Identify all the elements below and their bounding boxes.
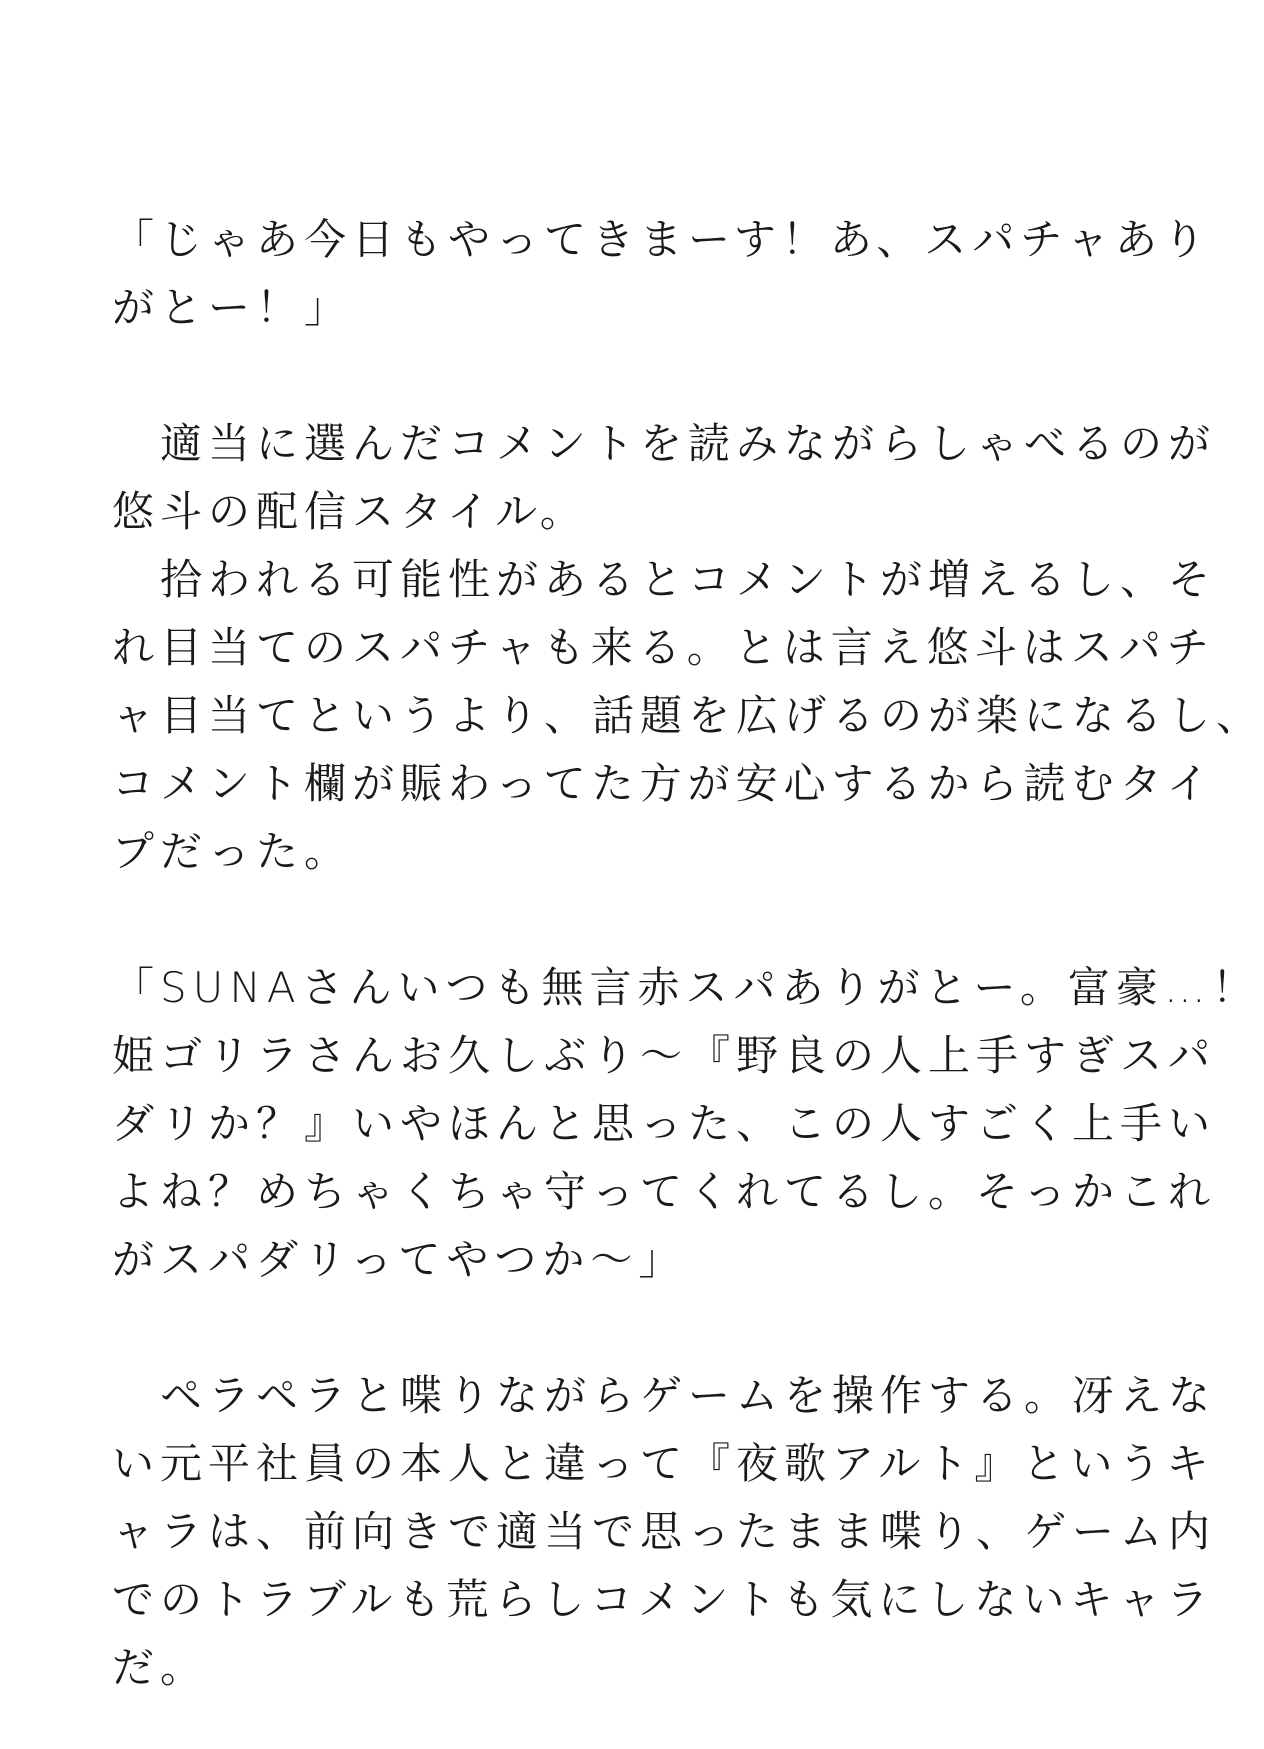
- text-line: だ。: [112, 1643, 209, 1692]
- novel-text-body: [112, 206, 1264, 1702]
- text-line: 拾われる可能性があるとコメントが増えるし、そ: [112, 555, 1217, 604]
- paragraph-gap: [112, 1294, 1132, 1362]
- text-line: ャ目当てというより、話題を広げるのが楽になるし、: [112, 691, 1264, 740]
- text-line: コメント欄が賑わってた方が安心するから読むタイ: [112, 759, 1215, 808]
- paragraph-gap: [112, 886, 1132, 954]
- text-line: よね？めちゃくちゃ守ってくれてるし。そっかこれ: [112, 1167, 1217, 1216]
- text-line: でのトラブルも荒らしコメントも気にしないキャラ: [112, 1575, 1215, 1624]
- text-line: がとー！」: [112, 283, 353, 332]
- text-line: れ目当てのスパチャも来る。とは言え悠斗はスパチ: [112, 623, 1215, 672]
- text-line: 悠斗の配信スタイル。: [112, 487, 588, 536]
- text-line: プだった。: [112, 827, 353, 876]
- paragraph-gap: [112, 342, 1132, 410]
- text-line: い元平社員の本人と違って『夜歌アルト』というキ: [112, 1439, 1215, 1488]
- text-line: 「じゃあ今日もやってきまーす！あ、スパチャあり: [112, 215, 1211, 264]
- text-line: ャラは、前向きで適当で思ったまま喋り、ゲーム内: [112, 1507, 1217, 1556]
- text-line: 姫ゴリラさんお久しぶり～『野良の人上手すぎスパ: [112, 1031, 1217, 1080]
- text-line: 「SUNAさんいつも無言赤スパありがとー。富豪…！: [112, 963, 1260, 1012]
- text-line: ダリか？』いやほんと思った、この人すごく上手い: [112, 1099, 1217, 1148]
- text-line: 適当に選んだコメントを読みながらしゃべるのが: [112, 419, 1217, 468]
- text-line: がスパダリってやつか～」: [112, 1235, 687, 1284]
- text-line: ペラペラと喋りながらゲームを操作する。冴えな: [112, 1371, 1217, 1420]
